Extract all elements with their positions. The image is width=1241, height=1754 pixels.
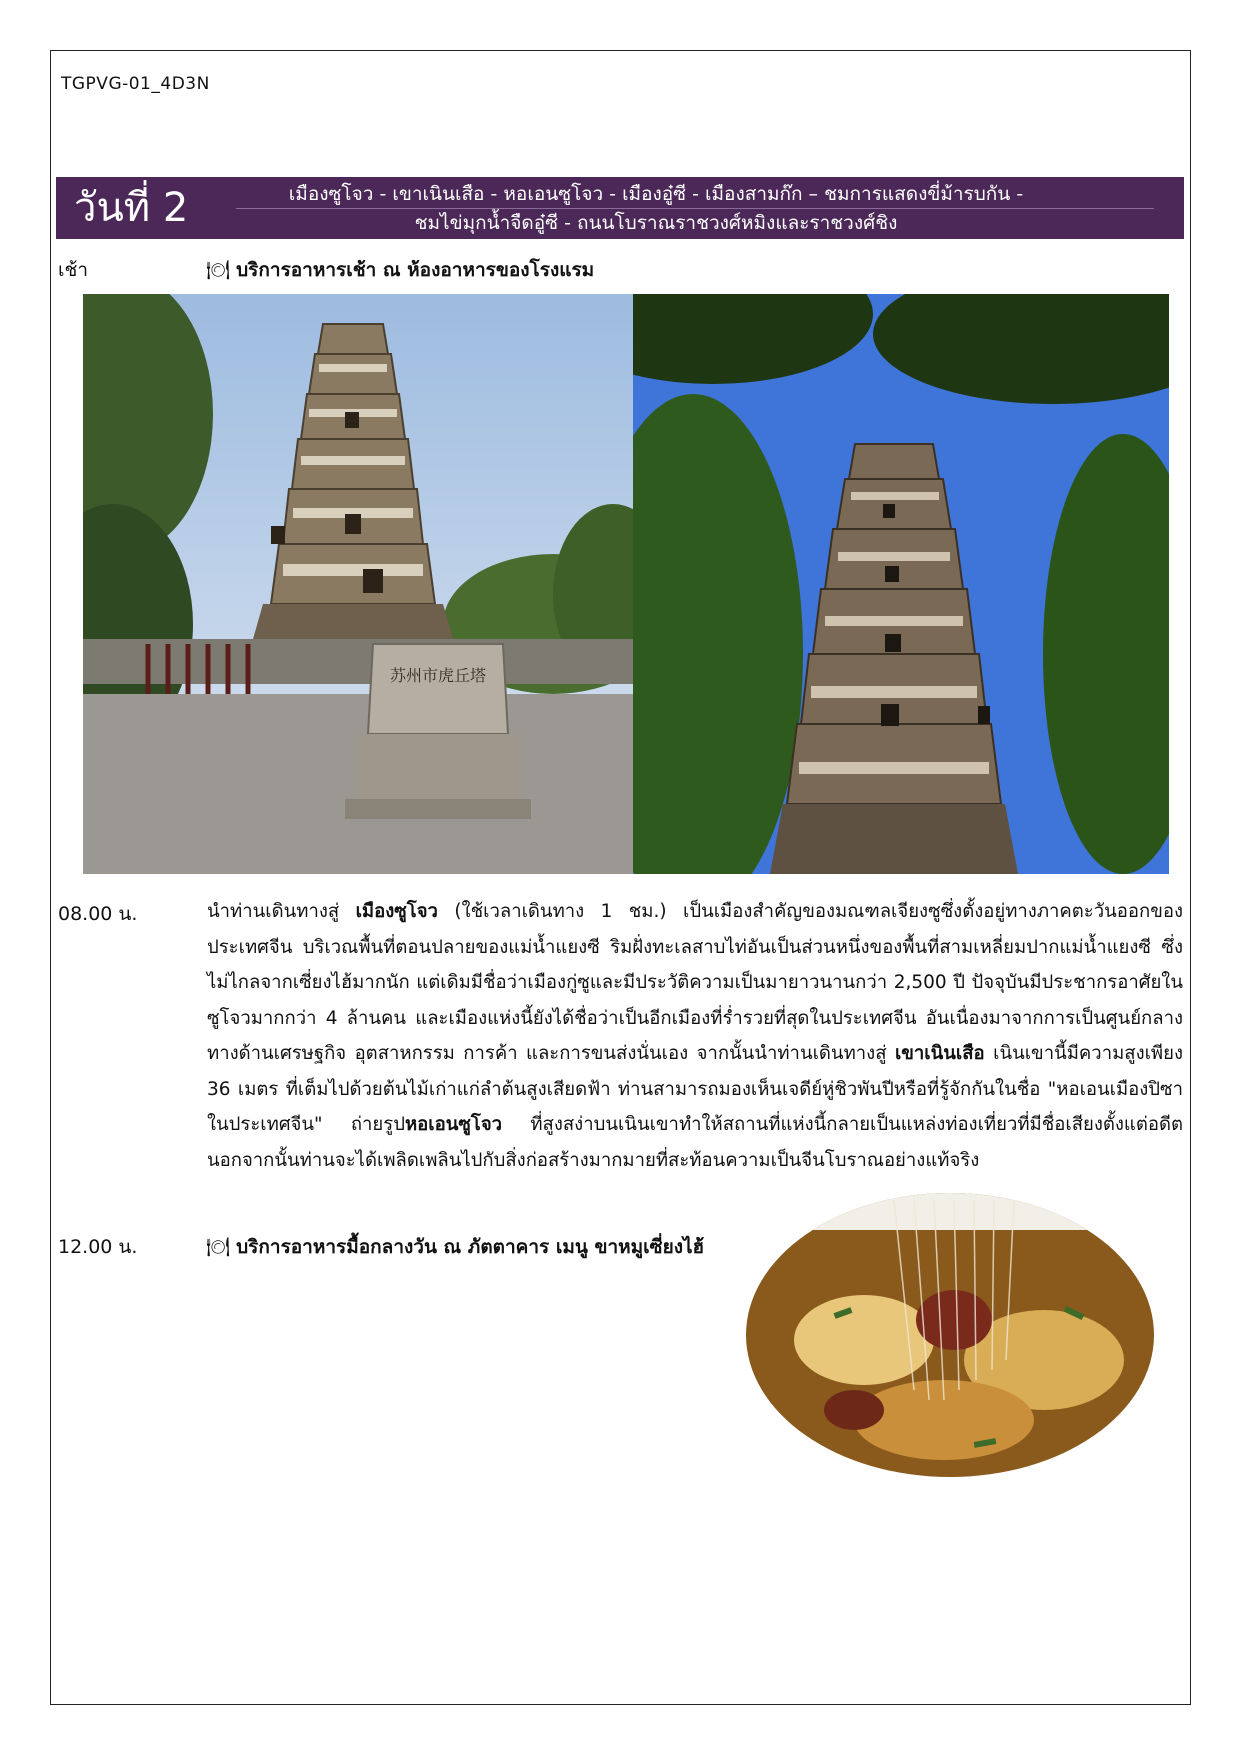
lunch-text: บริการอาหารมื้อกลางวัน ณ ภัตตาคาร เมนู ขาหมูเซี่ยงไฮ้ [236, 1236, 705, 1258]
desc-bold-tiger-hill: เขาเนินเสือ [894, 1043, 985, 1064]
desc-text-2: (ใช้เวลาเดินทาง 1 ชม.) เป็นเมืองสำคัญของมณฑลเจียงซูซึ่งตั้งอยู่ทางภาคตะวันออกของประเทศจีน บริเวณพื้นที่ตอนปลายของแม่น้ำแยงซี ริมฝั่งทะเลสาบไท่อันเป็นส่วนหนึ่งของพื้นที่สามเหลี่ยมปากแม่น้ำแยงซี ซึ่งไม่ไกลจากเซี่ยงไฮ้มากนัก แต่เดิมมีชื่อว่าเมืองกู่ซูและมีประวัติความเป็นมายาวนานกว่า 2,500 ปี ปัจจุบันมีประชากรอาศัยในซูโจวมากกว่า 4 ล้านคน และเมืองแห่งนี้ยังได้ชื่อว่าเป็นอีกเมืองที่ร่ำรวยที่สุดในประเทศจีน อันเนื่องมาจากการเป็นศูนย์กลางทางด้านเศรษฐกิจ อุตสาหกรรม การค้า และการขนส่งนั่นเอง จากนั้นนำท่านเดินทางสู่ [207, 901, 1183, 1064]
breakfast-line [206, 255, 594, 285]
route-line-2: ชมไข่มุกน้ำจืดอู๋ซี - ถนนโบราณราชวงศ์หมิงและราชวงศ์ชิง [414, 212, 898, 234]
day-label: วันที่ 2 [74, 185, 189, 231]
banner-divider [236, 208, 1154, 209]
route-line-1: เมืองซูโจว - เขาเนินเสือ - หอเอนซูโจว - เมืองอู๋ซี - เมืองสามก๊ก – ชมการแสดงขี่ม้ารบกัน - [288, 183, 1024, 205]
desc-text-3: เนินเขานี้มีความสูงเพียง 36 เมตร ที่เต็มไปด้วยต้นไม้เก่าแก่ลำต้นสูงเสียดฟ้า ท่านสามารถมองเห็นเจดีย์หู่ชิวพันปีหรือที่รู้จักกันในชื่อ "หอเอนเมืองปิซาในประเทศจีน" ถ่ายรูป [207, 1043, 1183, 1135]
stone-sign-text: 苏州市虎丘塔 [389, 666, 487, 685]
breakfast-text: บริการอาหารเช้า ณ ห้องอาหารของโรงแรม [236, 259, 595, 281]
pagoda-photo-right [633, 294, 1169, 874]
food-photo [744, 1190, 1156, 1480]
lunch-line [206, 1232, 704, 1262]
desc-text-4: ที่สูงสง่าบนเนินเขาทำให้สถานที่แห่งนี้กลายเป็นแหล่งท่องเที่ยวที่มีชื่อเสียงตั้งแต่อดีตนอกจากนั้นท่านจะได้เพลิดเพลินไปกับสิ่งก่อสร้างมากมายที่สะท้อนความเป็นจีนโบราณอย่างแท้จริง [207, 1114, 1183, 1171]
description-0800 [207, 894, 1183, 1178]
desc-text-1: นำท่านเดินทางสู่ [207, 901, 356, 922]
desc-bold-suzhou: เมืองซูโจว [355, 901, 438, 922]
meal-icon: 🍽 [206, 259, 231, 281]
pagoda-photo-left [83, 294, 633, 874]
day-banner [56, 177, 1184, 239]
tour-code: TGPVG-01_4D3N [61, 74, 210, 94]
desc-bold-leaning-tower: หอเอนซูโจว [404, 1114, 503, 1135]
meal-icon: 🍽 [206, 1236, 231, 1258]
breakfast-time: เช้า [58, 259, 89, 281]
time-1200: 12.00 น. [58, 1236, 138, 1258]
time-0800: 08.00 น. [58, 903, 138, 925]
